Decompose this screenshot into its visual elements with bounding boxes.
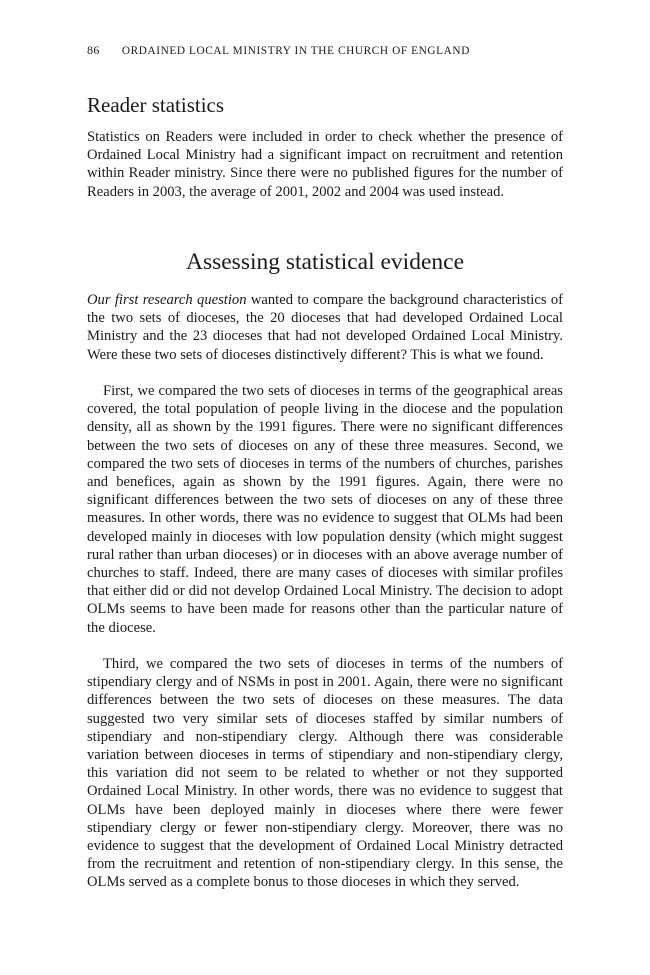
assessing-paragraph-1 <box>87 291 563 364</box>
reader-statistics-paragraph: Statistics on Readers were included in order to check whether the presence of Ordained Local Ministry had a significant impact on recruitment and retention within Reader ministry. Since there were no published figures for the number of Readers in 2003, the average of 2001, 2002 and 2004 was used instead. <box>87 129 563 200</box>
running-title: ORDAINED LOCAL MINISTRY IN THE CHURCH OF ENGLAND <box>121 45 470 57</box>
assessing-paragraph-2: First, we compared the two sets of dioceses in terms of the geographical areas covered, the total population of people living in the diocese and the population density, all as shown by the 1991 figures. There were no significant differences between the two sets of dioceses on any of these three measures. Second, we compared the two sets of dioceses in terms of the numbers of churches, parishes and benefices, again as shown by the 1991 figures. Again, there were no significant differences between the two sets of dioceses on any of these three measures. In other words, there was no evidence to suggest that OLMs had been developed mainly in dioceses with low population density (which might suggest rural rather than urban dioceses) or in dioceses with an above average number of churches to staff. Indeed, there are many cases of dioceses with similar profiles that either did or did not develop Ordained Local Ministry. The decision to adopt OLMs seems to have been made for reasons other than the particular nature of the diocese. <box>87 383 563 636</box>
research-question-emphasis: Our first research question <box>87 292 247 308</box>
running-header <box>87 43 563 58</box>
section-heading-assessing-evidence: Assessing statistical evidence <box>185 249 465 275</box>
assessing-paragraph-1-text: wanted to compare the background characteristics of the two sets of dioceses, the 20 dioceses that had developed Ordained Local Ministry and the 23 dioceses that had not developed Ordained Local Ministry. Were these two sets of dioceses distinctively different? This is what we found. <box>87 292 564 363</box>
page-number: 86 <box>87 43 100 57</box>
assessing-paragraph-3: Third, we compared the two sets of dioceses in terms of the numbers of stipendiary clergy and of NSMs in post in 2001. Again, there were no significant differences between the two sets of dioceses on these measures. The data suggested two very similar sets of dioceses staffed by similar numbers of stipendiary and non-stipendiary clergy. Although there was considerable variation between dioceses in terms of stipendiary and non-stipendiary clergy, this variation did not seem to be related to whether or not they supported Ordained Local Ministry. In other words, there was no evidence to suggest that OLMs have been deployed mainly in dioceses where there were fewer stipendiary clergy or fewer non-stipendiary clergy. Moreover, there was no evidence to suggest that the development of Ordained Local Ministry detracted from the recruitment and retention of non-stipendiary clergy. In this sense, the OLMs served as a complete bonus to those dioceses in which they served. <box>87 656 563 891</box>
section-heading-reader-statistics: Reader statistics <box>87 93 225 117</box>
